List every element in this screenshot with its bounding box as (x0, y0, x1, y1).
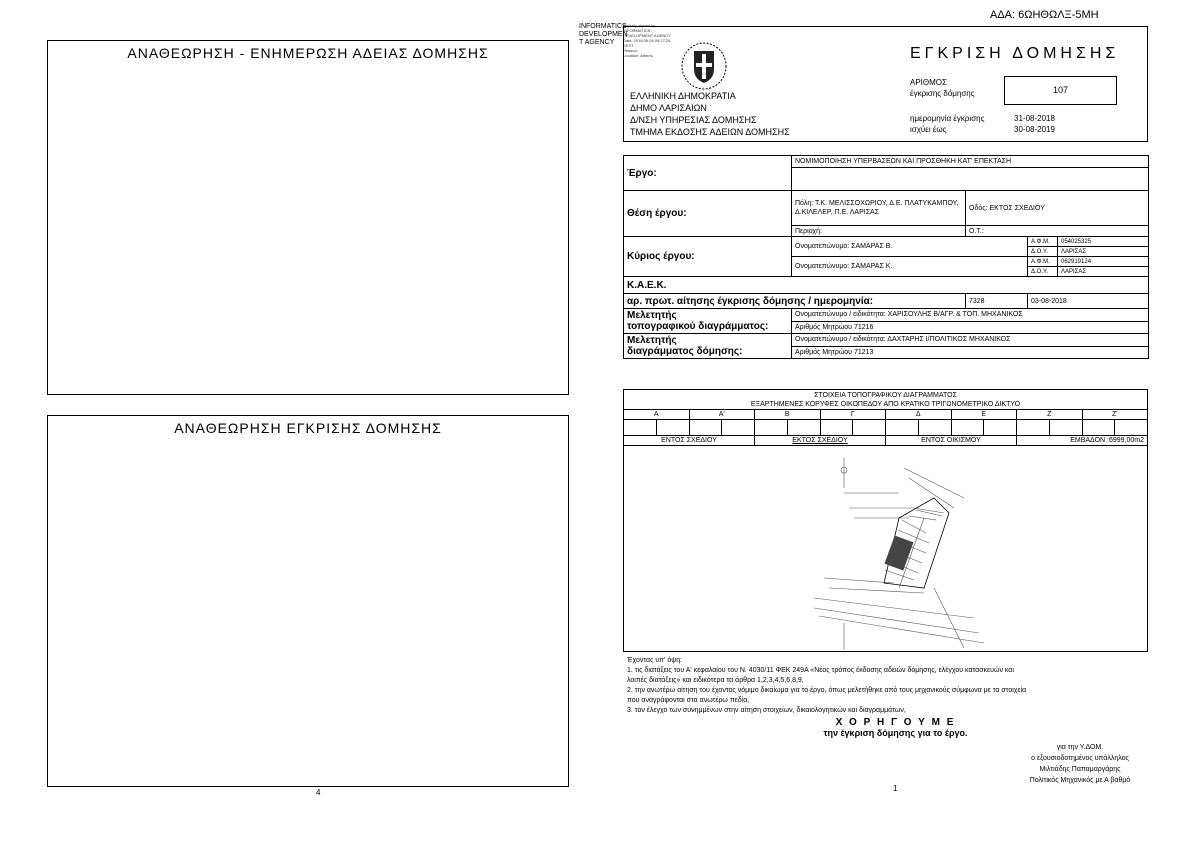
vertices-table: Α Α' Β Γ Δ Ε Ζ Ζ' ΕΝΤΟΣ ΣΧΕΔΙΟΥ ΕΚΤΟΣ ΣΧΕΔΙΟΥ ΕΝΤΟΣ ΟΙΚΙΣΜΟΥ ΕΜΒΑΔΟΝ :6999,00m2 (623, 409, 1148, 446)
greek-coat-of-arms-icon (680, 41, 728, 91)
topo-engineer-label: Μελετητής τοπογραφικού διαγράμματος: (624, 309, 792, 334)
owner-2-name: Ονοματεπώνυμο: ΣΑΜΑΡΑΣ Κ. (792, 257, 1028, 277)
approval-number: 107 (1004, 76, 1117, 105)
location-street: Οδός: ΕΚΤΟΣ ΣΧΕΔΙΟΥ (966, 191, 1149, 226)
revision-update-box (47, 40, 569, 395)
approval-date: 31-08-2018 (1014, 114, 1055, 123)
topo-engineer-name: Ονοματεπώνυμο / ειδικότητα: ΧΑΡΙΣΟΥΛΗΣ Β/ΑΓΡ. & ΤΟΠ. ΜΗΧΑΝΙΚΟΣ (792, 309, 1149, 322)
topo-engineer-reg: Αριθμός Μητρώου 71216 (792, 321, 1149, 334)
owner-2-afm: 062919124 (1058, 257, 1149, 267)
signature-block: για την Υ.ΔΟΜ. ο εξουσιοδοτημένος υπάλληλος Μιλτιάδης Παπαμαργάρης Πολιτικός Μηχανικός με Α βαθμό (1029, 744, 1131, 784)
location-city: Πόλη: Τ.Κ. ΜΕΛΙΣΣΟΧΩΡΙΟΥ, Δ.Ε. ΠΛΑΤΥΚΑΜΠΟΥ, Δ.ΚΙΛΕΛΕΡ, Π.Ε. ΛΑΡΙΣΑΣ (792, 191, 966, 226)
plot-area: ΕΜΒΑΔΟΝ :6999,00m2 (1017, 436, 1148, 446)
building-engineer-label: Μελετητής διαγράμματος δόμησης: (624, 334, 792, 359)
owner-1-afm: 054025325 (1058, 237, 1149, 247)
grant-subtitle: την έγκριση δόμησης για το έργο. (823, 728, 968, 738)
document-title: ΕΓΚΡΙΣΗ ΔΟΜΗΣΗΣ (910, 45, 1120, 62)
legal-basis: Έχοντας υπ' όψη: 1. τις διατάξεις του Α' κεφαλαίου του Ν. 4030/11 ΦΕΚ 249Α «Νέος τρόπος έκδοσης αδειών δόμησης, ελέγχου κατασκευών και λοιπές διατάξεις» και ειδικότερα τα άρθρα 1,2,3,4,5,6,8,9, 2. την ανωτέρω αίτηση του έχοντος νόμιμο δικαίωμα για το έργο, όπως μελετήθηκε από τους μηχανικούς σύμφωνα με τα στοιχεία που αναγράφονται στα ανωτέρω πεδία, 3. τον έλεγχο των συνημμένων στην αίτηση στοιχείων, δικαιολογητικών και διαγραμμάτων, (627, 657, 1027, 714)
topographic-box (623, 389, 1148, 652)
ada-code: ΑΔΑ: 6ΩΗΘΩΛΞ-5ΜΗ (990, 9, 1099, 21)
revision-approval-box (47, 415, 569, 787)
location-area: Περιοχή: (792, 226, 966, 237)
header-box (623, 26, 1148, 142)
owner-1-name: Ονοματεπώνυμο: ΣΑΜΑΡΑΣ Β. (792, 237, 1028, 257)
grant-title: Χ Ο Ρ Η Γ Ο Υ Μ Ε (835, 717, 956, 728)
application-label: αρ. πρωτ. αίτησης έγκρισης δόμησης / ημερομηνία: (624, 294, 966, 309)
right-page-number: 1 (893, 784, 898, 793)
approval-number-label: ΑΡΙΘΜΟΣ έγκρισης δόμησης (910, 78, 975, 98)
authority-block: ΕΛΛΗΝΙΚΗ ΔΗΜΟΚΡΑΤΙΑ ΔΗΜΟ ΛΑΡΙΣΑΙΩΝ Δ/ΝΣΗ ΥΠΗΡΕΣΙΑΣ ΔΟΜΗΣΗΣ ΤΜΗΜΑ ΕΚΔΟΣΗΣ ΑΔΕΙΩΝ ΔΟΜΗΣΗΣ (630, 91, 790, 137)
grant-block (623, 717, 1168, 738)
zone-entos-sxediou: ΕΝΤΟΣ ΣΧΕΔΙΟΥ (624, 436, 755, 446)
building-engineer-reg: Αριθμός Μητρώου 71213 (792, 346, 1149, 359)
application-date: 03-08-2018 (1028, 294, 1149, 309)
date-labels: ημερομηνία έγκρισης ισχύει έως (910, 114, 985, 134)
application-number: 7328 (966, 294, 1028, 309)
zone-ektos-sxediou: ΕΚΤΟΣ ΣΧΕΔΙΟΥ (755, 436, 886, 446)
revision-update-title: ΑΝΑΘΕΩΡΗΣΗ - ΕΝΗΜΕΡΩΣΗ ΑΔΕΙΑΣ ΔΟΜΗΣΗΣ (127, 45, 489, 61)
building-engineer-name: Ονοματεπώνυμο / ειδικότητα: ΔΑΧΤΑΡΗΣ Ι/ΠΟΛΙΤΙΚΟΣ ΜΗΧΑΝΙΚΟΣ (792, 334, 1149, 347)
project-info-table: Έργο: ΝΟΜΙΜΟΠΟΙΗΣΗ ΥΠΕΡΒΑΣΕΩΝ ΚΑΙ ΠΡΟΣΘΗΚΗ ΚΑΤ' ΕΠΕΚΤΑΣΗ Θέση έργου: Πόλη: Τ.Κ. ΜΕΛΙΣΣΟΧΩΡΙΟΥ, Δ.Ε. ΠΛΑΤΥΚΑΜΠΟΥ, Δ.ΚΙΛΕΛΕΡ, Π.Ε. ΛΑΡΙΣΑΣ Οδός: ΕΚΤΟΣ ΣΧΕΔΙΟΥ Περιοχή: Ο.Τ.: Κύριος έργου: Ονοματεπώνυμο: ΣΑΜΑΡΑΣ Β. Α.Φ.Μ. 054025325 Δ.Ο.Υ. ΛΑΡΙΣΑΣ Ονοματεπώνυμο: ΣΑΜΑΡΑΣ Κ. Α.Φ.Μ. 062919124 Δ.Ο.Υ. ΛΑΡΙΣΑΣ Κ.Α.Ε.Κ. αρ. πρωτ. αίτησης έγκρισης δόμησης / ημερομηνία: 7328 03-08-2018 Μελετητής τοπογραφικού διαγράμματος: Ονοματεπώνυμο / ειδικότητα: ΧΑΡΙΣΟΥΛΗΣ Β/ΑΓΡ. & ΤΟΠ. ΜΗΧΑΝΙΚΟΣ Αριθμός Μητρώου 71216 Μελετητής διαγράμματος δόμησης: Ονοματεπώνυμο / ειδικότητα: ΔΑΧΤΑΡΗΣ Ι/ΠΟΛΙΤΙΚΟΣ ΜΗΧΑΝΙΚΟΣ Αριθμός Μητρώου 71213 (623, 155, 1149, 359)
location-block: Ο.Τ.: (966, 226, 1149, 237)
kaek-label: Κ.Α.Ε.Κ. (624, 277, 1149, 294)
valid-until-date: 30-08-2019 (1014, 125, 1055, 134)
owner-label: Κύριος έργου: (624, 237, 792, 277)
zone-entos-oikismou: ΕΝΤΟΣ ΟΙΚΙΣΜΟΥ (886, 436, 1017, 446)
ergo-label: Έργο: (624, 156, 792, 191)
ergo-value: ΝΟΜΙΜΟΠΟΙΗΣΗ ΥΠΕΡΒΑΣΕΩΝ ΚΑΙ ΠΡΟΣΘΗΚΗ ΚΑΤ' ΕΠΕΚΤΑΣΗ (792, 156, 1149, 168)
owner-1-doy: ΛΑΡΙΣΑΣ (1058, 247, 1149, 257)
site-plan-drawing (814, 458, 984, 650)
revision-approval-title: ΑΝΑΘΕΩΡΗΣΗ ΕΓΚΡΙΣΗΣ ΔΟΜΗΣΗΣ (174, 420, 442, 436)
signature-stamp-details: Digitally signed by INFORMATICS DEVELOPMENT AGENCY Date: 2018.09.04 09:27:25 EEST Reason: Location: Athens (623, 23, 671, 58)
signature-stamp-label: INFORMATICS DEVELOPMEN T AGENCY (579, 23, 628, 46)
owner-2-doy: ΛΑΡΙΣΑΣ (1058, 267, 1149, 277)
topo-title: ΣΤΟΙΧΕΙΑ ΤΟΠΟΓΡΑΦΙΚΟΥ ΔΙΑΓΡΑΜΜΑΤΟΣ ΕΞΑΡΤΗΜΕΝΕΣ ΚΟΡΥΦΕΣ ΟΙΚΟΠΕΔΟΥ ΑΠΟ ΚΡΑΤΙΚΟ ΤΡΙΓΩΝΟΜΕΤΡΙΚΟ ΔΙΚΤΥΟ (750, 392, 1021, 408)
date-values (1014, 113, 1055, 135)
left-page-number: 4 (316, 788, 321, 797)
thesi-label: Θέση έργου: (624, 191, 792, 237)
